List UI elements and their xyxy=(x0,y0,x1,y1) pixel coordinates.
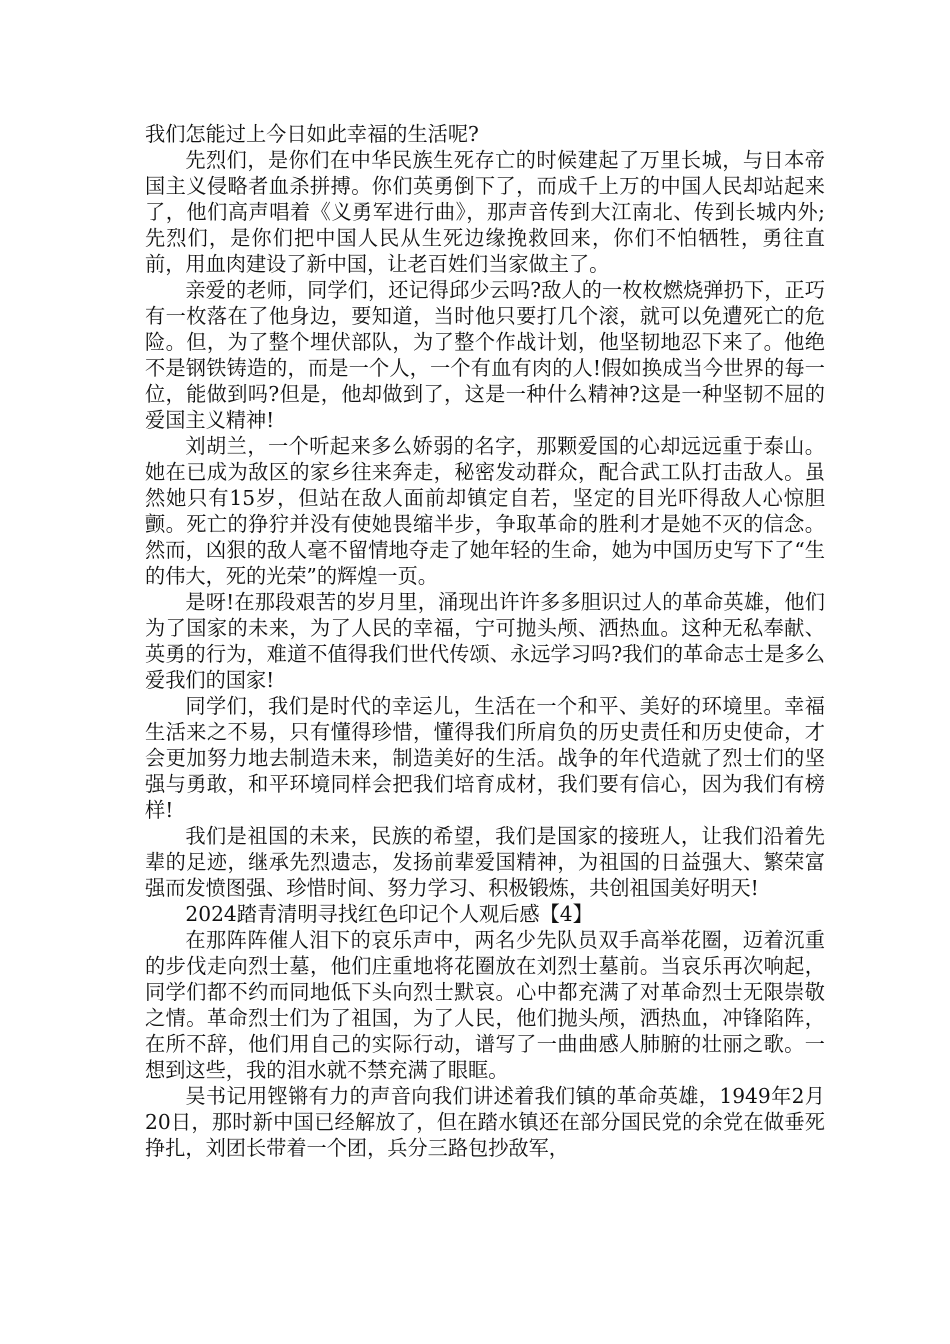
section-heading: 2024踏青清明寻找红色印记个人观后感【4】 xyxy=(185,902,593,926)
paragraph-secretary-wu: 吴书记用铿锵有力的声音向我们讲述着我们镇的革命英雄，1949年2月20日，那时新中国已经解放了，但在踏水镇还在部分国民党的余党在做垂死挣扎，刘团长带着一个团，兵分三路包抄敌军， xyxy=(145,1084,825,1160)
paragraph-qiu-shaoyun: 亲爱的老师，同学们，还记得邱少云吗?敌人的一枚枚燃烧弹扔下，正巧有一枚落在了他身边，要知道，当时他只要打几个滚，就可以免遭死亡的危险。但，为了整个埋伏部队，为了整个作战计划，他坚韧地忍下来了。他绝不是钢铁铸造的，而是一个人，一个有血有肉的人!假如换成当今世界的每一位，能做到吗?但是，他却做到了，这是一种什么精神?这是一种坚韧不屈的爱国主义精神! xyxy=(145,278,825,432)
paragraph-heroes: 是呀!在那段艰苦的岁月里，涌现出许许多多胆识过人的革命英雄，他们为了国家的未来，为了人民的幸福，宁可抛头颅、洒热血。这种无私奉献、英勇的行为，难道不值得我们世代传颂、永远学习吗?我们的革命志士是多么爱我们的国家! xyxy=(145,590,825,692)
paragraph-liu-hulan: 刘胡兰，一个听起来多么娇弱的名字，那颗爱国的心却远远重于泰山。她在已成为敌区的家乡往来奔走，秘密发动群众，配合武工队打击敌人。虽然她只有15岁，但站在敌人面前却镇定自若，坚定的目光吓得敌人心惊胆颤。死亡的狰狞并没有使她畏缩半步，争取革命的胜利才是她不灭的信念。然而，凶狠的敌人毫不留情地夺走了她年轻的生命，她为中国历史写下了“生的伟大，死的光荣”的辉煌一页。 xyxy=(145,434,825,588)
paragraph-funeral-music: 在那阵阵催人泪下的哀乐声中，两名少先队员双手高举花圈，迈着沉重的步伐走向烈士墓，他们庄重地将花圈放在刘烈士墓前。当哀乐再次响起，同学们都不约而同地低下头向烈士默哀。心中都充满了对革命烈士无限崇敬之情。革命烈士们为了祖国，为了人民，他们抛头颅，洒热血，冲锋陷阵，在所不辞，他们用自己的实际行动，谱写了一曲曲感人肺腑的壮丽之歌。一想到这些，我的泪水就不禁充满了眼眶。 xyxy=(145,928,825,1082)
document-page xyxy=(145,121,825,1161)
paragraph-students: 同学们，我们是时代的幸运儿，生活在一个和平、美好的环境里。幸福生活来之不易，只有懂得珍惜，懂得我们所肩负的历史责任和历史使命，才会更加努力地去制造未来，制造美好的生活。战争的年代造就了烈士们的坚强与勇敢，和平环境同样会把我们培育成材，我们要有信心，因为我们有榜样! xyxy=(145,694,825,822)
paragraph-future: 我们是祖国的未来，民族的希望，我们是国家的接班人，让我们沿着先辈的足迹，继承先烈遗志，发扬前辈爱国精神，为祖国的日益强大、繁荣富强而发愤图强、珍惜时间、努力学习、积极锻炼，共创祖国美好明天! xyxy=(145,824,825,900)
paragraph-continuation: 我们怎能过上今日如此幸福的生活呢? xyxy=(145,122,479,146)
paragraph-martyrs: 先烈们，是你们在中华民族生死存亡的时候建起了万里长城，与日本帝国主义侵略者血杀拼搏。你们英勇倒下了，而成千上万的中国人民却站起来了，他们高声唱着《义勇军进行曲》，那声音传到大江南北、传到长城内外;先烈们，是你们把中国人民从生死边缘挽救回来，你们不怕牺牲，勇往直前，用血肉建设了新中国，让老百姓们当家做主了。 xyxy=(145,148,825,276)
